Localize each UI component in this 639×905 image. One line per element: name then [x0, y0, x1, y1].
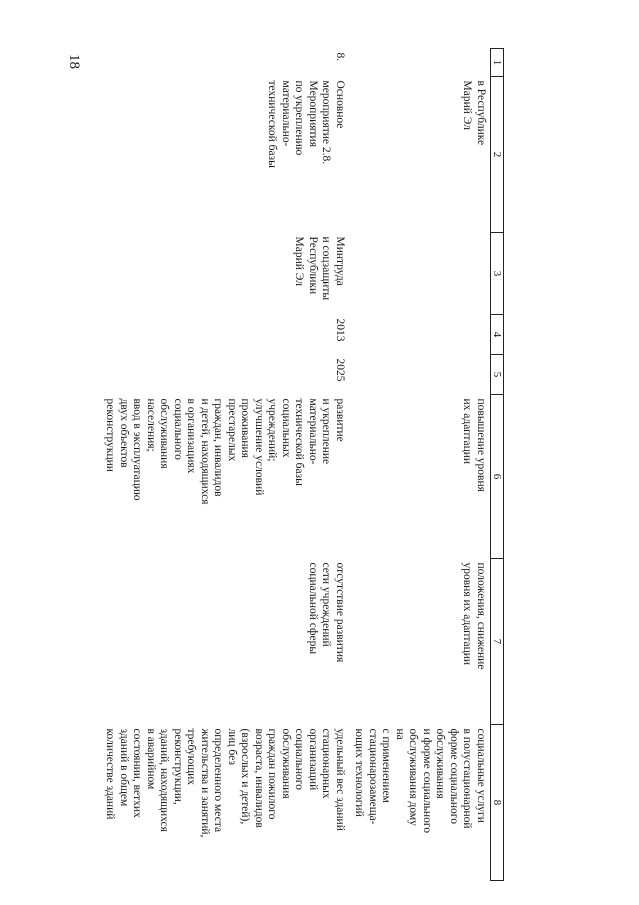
column-number: 3 — [491, 233, 504, 315]
executor: Минтруда и соцзащиты Республики Марий Эл — [293, 236, 346, 301]
column-number: 2 — [491, 77, 504, 233]
row-number — [350, 49, 491, 77]
program-table — [101, 48, 504, 881]
column-number-row — [491, 49, 504, 881]
table-row — [101, 49, 350, 881]
column-number: 4 — [491, 315, 504, 355]
indicator-link: социальные услуги в полустационарной форме социального обслуживания и форме социального обслуживания дому на с применением стационарозамеща- ющих технологий — [353, 728, 487, 833]
expected-result: развитие и укрепление материально- технической базы социальных учреждений; улучшение условий проживания престарелых граждан, инвалидов и детей, находящихся в организациях социального обслуживания населения; ввод в эксплуатацию двух объектов реконструкции — [104, 398, 346, 505]
measure-name: Основное мероприятие 2.8. Мероприятия по укреплению материально- технической базы — [266, 80, 346, 168]
start-year: 2013 — [334, 318, 346, 342]
table-row — [350, 49, 491, 881]
end-year: 2025 — [334, 358, 346, 382]
column-number: 8 — [491, 725, 504, 881]
column-number: 6 — [491, 395, 504, 559]
row-number: 8. — [334, 52, 346, 62]
non-implementation-consequences: отсутствие развития сети учреждений социальной сферы — [307, 562, 346, 663]
page-number: 18 — [66, 54, 82, 69]
non-implementation-consequences: положения, снижение уровня их адаптации — [461, 562, 487, 670]
measure-name: в Республике Марий Эл — [461, 80, 487, 146]
column-number: 1 — [491, 49, 504, 77]
column-number: 5 — [491, 355, 504, 395]
column-number: 7 — [491, 559, 504, 725]
executor — [350, 233, 491, 315]
end-year — [350, 355, 491, 395]
expected-result: повышение уровня их адаптации — [461, 398, 487, 492]
indicator-link: удельный вес зданий стационарных организаций социального обслуживания граждан пожилого возраста, инвалидов (взрослых и детей), лиц без определенного места жительства и занятий, требующих реконструкции, зданий, находящихся в аварийном состоянии, ветхих зданий в общем количестве зданий — [104, 728, 346, 838]
start-year — [350, 315, 491, 355]
